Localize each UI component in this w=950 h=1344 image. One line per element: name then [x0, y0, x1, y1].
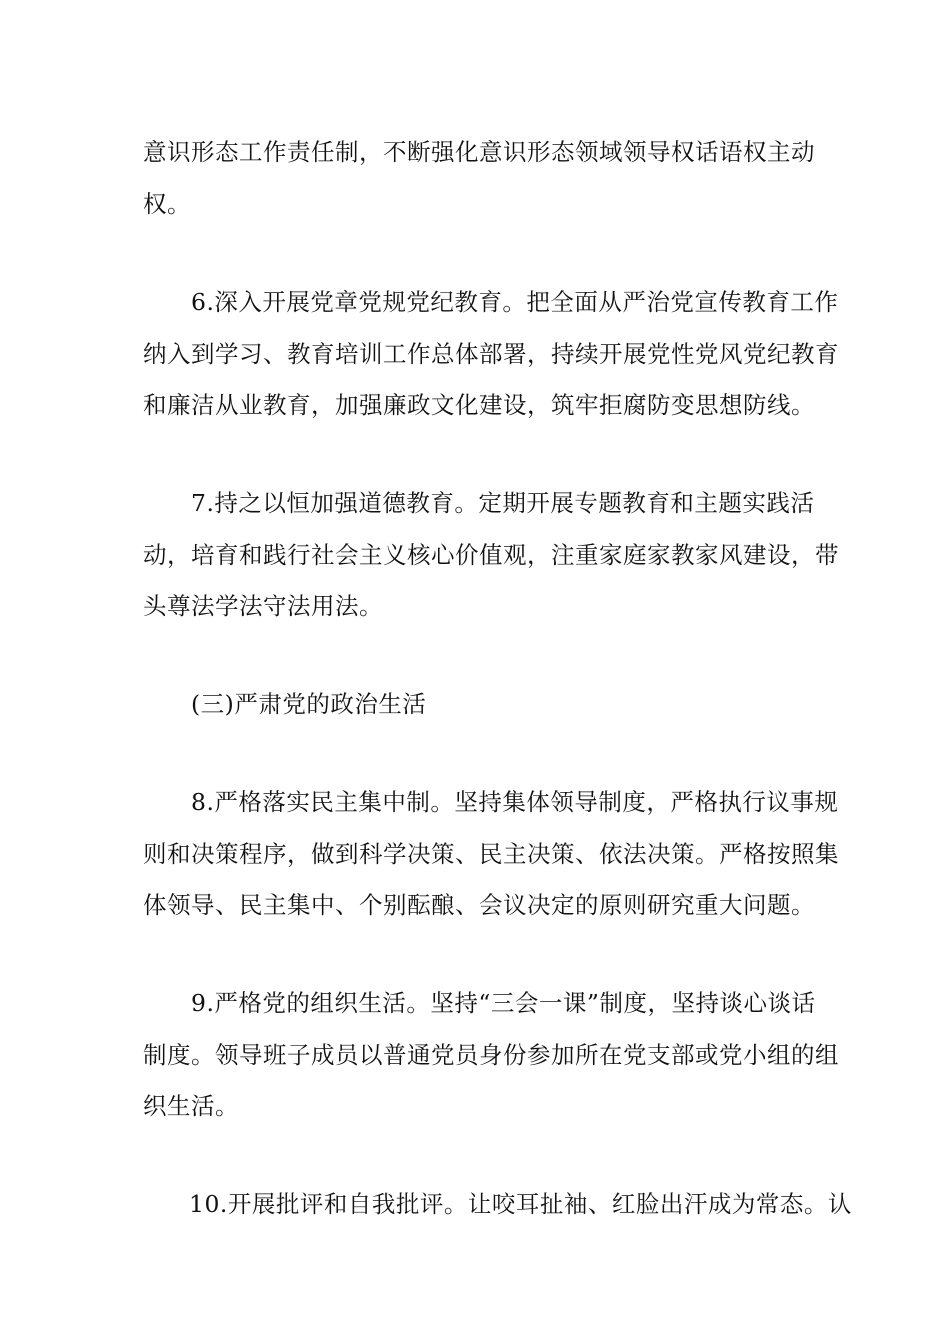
item-9-line-2: 制度。领导班子成员以普通党员身份参加所在党支部或党小组的组 [143, 1041, 839, 1069]
item-10-line-1: 10.开展批评和自我批评。让咬耳扯袖、红脸出汗成为常态。认 [189, 1190, 852, 1218]
item-7-line-2: 动，培育和践行社会主义核心价值观，注重家庭家教家风建设，带 [143, 541, 839, 569]
item-6-line-3: 和廉洁从业教育，加强廉政文化建设，筑牢拒腐防变思想防线。 [143, 391, 815, 419]
item-9-line-1: 9.严格党的组织生活。坚持“三会一课”制度，坚持谈心谈话 [191, 989, 816, 1017]
item-9-line-3: 织生活。 [143, 1092, 239, 1120]
item-8-line-1: 8.严格落实民主集中制。坚持集体领导制度，严格执行议事规 [191, 788, 839, 816]
item-8-line-3: 体领导、民主集中、个别酝酿、会议决定的原则研究重大问题。 [143, 891, 815, 919]
item-6-line-2: 纳入到学习、教育培训工作总体部署，持续开展党性党风党纪教育 [143, 340, 839, 368]
item-7-line-3: 头尊法学法守法用法。 [143, 592, 383, 620]
item-6-line-1: 6.深入开展党章党规党纪教育。把全面从严治党宣传教育工作 [191, 288, 839, 316]
item-8-line-2: 则和决策程序，做到科学决策、民主决策、依法决策。严格按照集 [143, 840, 839, 868]
item-7-line-1: 7.持之以恒加强道德教育。定期开展专题教育和主题实践活 [191, 489, 815, 517]
section-heading-3: (三)严肃党的政治生活 [191, 690, 427, 718]
paragraph-continuation-line-1: 意识形态工作责任制，不断强化意识形态领域领导权话语权主动 [143, 138, 815, 166]
paragraph-continuation-line-2: 权。 [143, 190, 191, 218]
